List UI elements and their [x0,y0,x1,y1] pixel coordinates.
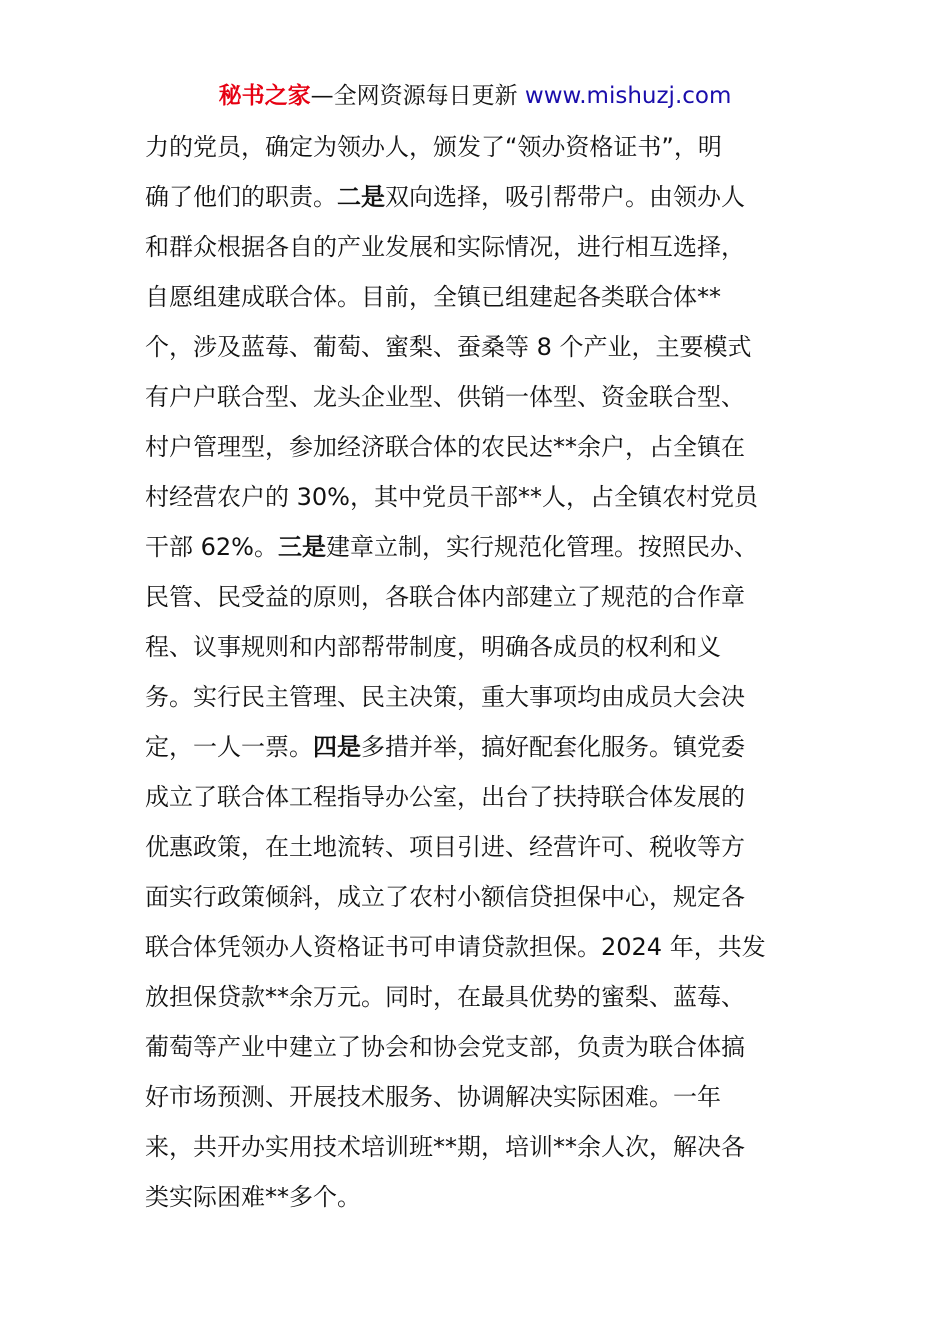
text-line [145,1122,825,1172]
text-segment: 类实际困难**多个。 [145,1183,361,1211]
text-segment: 优惠政策，在土地流转、项目引进、经营许可、税收等方 [145,833,745,861]
text-line [145,122,825,172]
text-line [145,972,825,1022]
text-line [145,472,825,522]
text-line [145,772,825,822]
text-line [145,322,825,372]
bold-marker: 四是 [313,733,361,761]
text-line [145,1072,825,1122]
text-line [145,622,825,672]
text-line [145,222,825,272]
text-line [145,522,825,572]
text-segment: 自愿组建成联合体。目前，全镇已组建起各类联合体** [145,283,721,311]
bold-marker: 二是 [337,183,385,211]
text-segment: 联合体凭领办人资格证书可申请贷款担保。2024 年，共发 [145,933,766,961]
text-line [145,1172,825,1222]
bold-marker: 三是 [277,533,326,561]
text-segment: 来，共开办实用技术培训班**期，培训**余人次，解决各 [145,1133,745,1161]
text-line [145,422,825,472]
text-line [145,672,825,722]
text-line [145,922,825,972]
text-segment: 力的党员，确定为领办人，颁发了“领办资格证书”，明 [145,133,722,161]
text-line [145,1022,825,1072]
text-line [145,172,825,222]
text-segment: 务。实行民主管理、民主决策，重大事项均由成员大会决 [145,683,745,711]
text-segment: 多措并举，搞好配套化服务。镇党委 [361,733,745,761]
document-body [145,122,825,1222]
text-segment: 干部 62%。 [145,533,278,561]
site-brand: 秘书之家 [218,83,311,109]
text-segment: 和群众根据各自的产业发展和实际情况，进行相互选择， [145,233,745,261]
text-line [145,372,825,422]
text-segment: 村户管理型，参加经济联合体的农民达**余户，占全镇在 [145,433,745,461]
site-tagline: —全网资源每日更新 [310,83,525,109]
text-line [145,872,825,922]
text-segment: 面实行政策倾斜，成立了农村小额信贷担保中心，规定各 [145,883,745,911]
text-segment: 双向选择，吸引帮带户。由领办人 [385,183,745,211]
text-segment: 确了他们的职责。 [145,183,337,211]
text-segment: 建章立制，实行规范化管理。按照民办、 [325,533,758,561]
text-line [145,272,825,322]
text-segment: 民管、民受益的原则，各联合体内部建立了规范的合作章 [145,583,745,611]
text-segment: 放担保贷款**余万元。同时，在最具优势的蜜梨、蓝莓、 [145,983,745,1011]
site-url-link[interactable]: www.mishuzj.com [524,83,732,109]
text-segment: 村经营农户的 30%，其中党员干部**人，占全镇农村党员 [145,483,758,511]
text-line [145,722,825,772]
text-line [145,572,825,622]
text-segment: 程、议事规则和内部帮带制度，明确各成员的权利和义 [145,633,721,661]
text-segment: 个，涉及蓝莓、葡萄、蜜梨、蚕桑等 8 个产业，主要模式 [145,333,752,361]
text-segment: 有户户联合型、龙头企业型、供销一体型、资金联合型、 [145,383,745,411]
page-header [0,80,950,112]
text-segment: 葡萄等产业中建立了协会和协会党支部，负责为联合体搞 [145,1033,745,1061]
text-segment: 成立了联合体工程指导办公室，出台了扶持联合体发展的 [145,783,745,811]
text-line [145,822,825,872]
text-segment: 好市场预测、开展技术服务、协调解决实际困难。一年 [145,1083,721,1111]
text-segment: 定，一人一票。 [145,733,313,761]
